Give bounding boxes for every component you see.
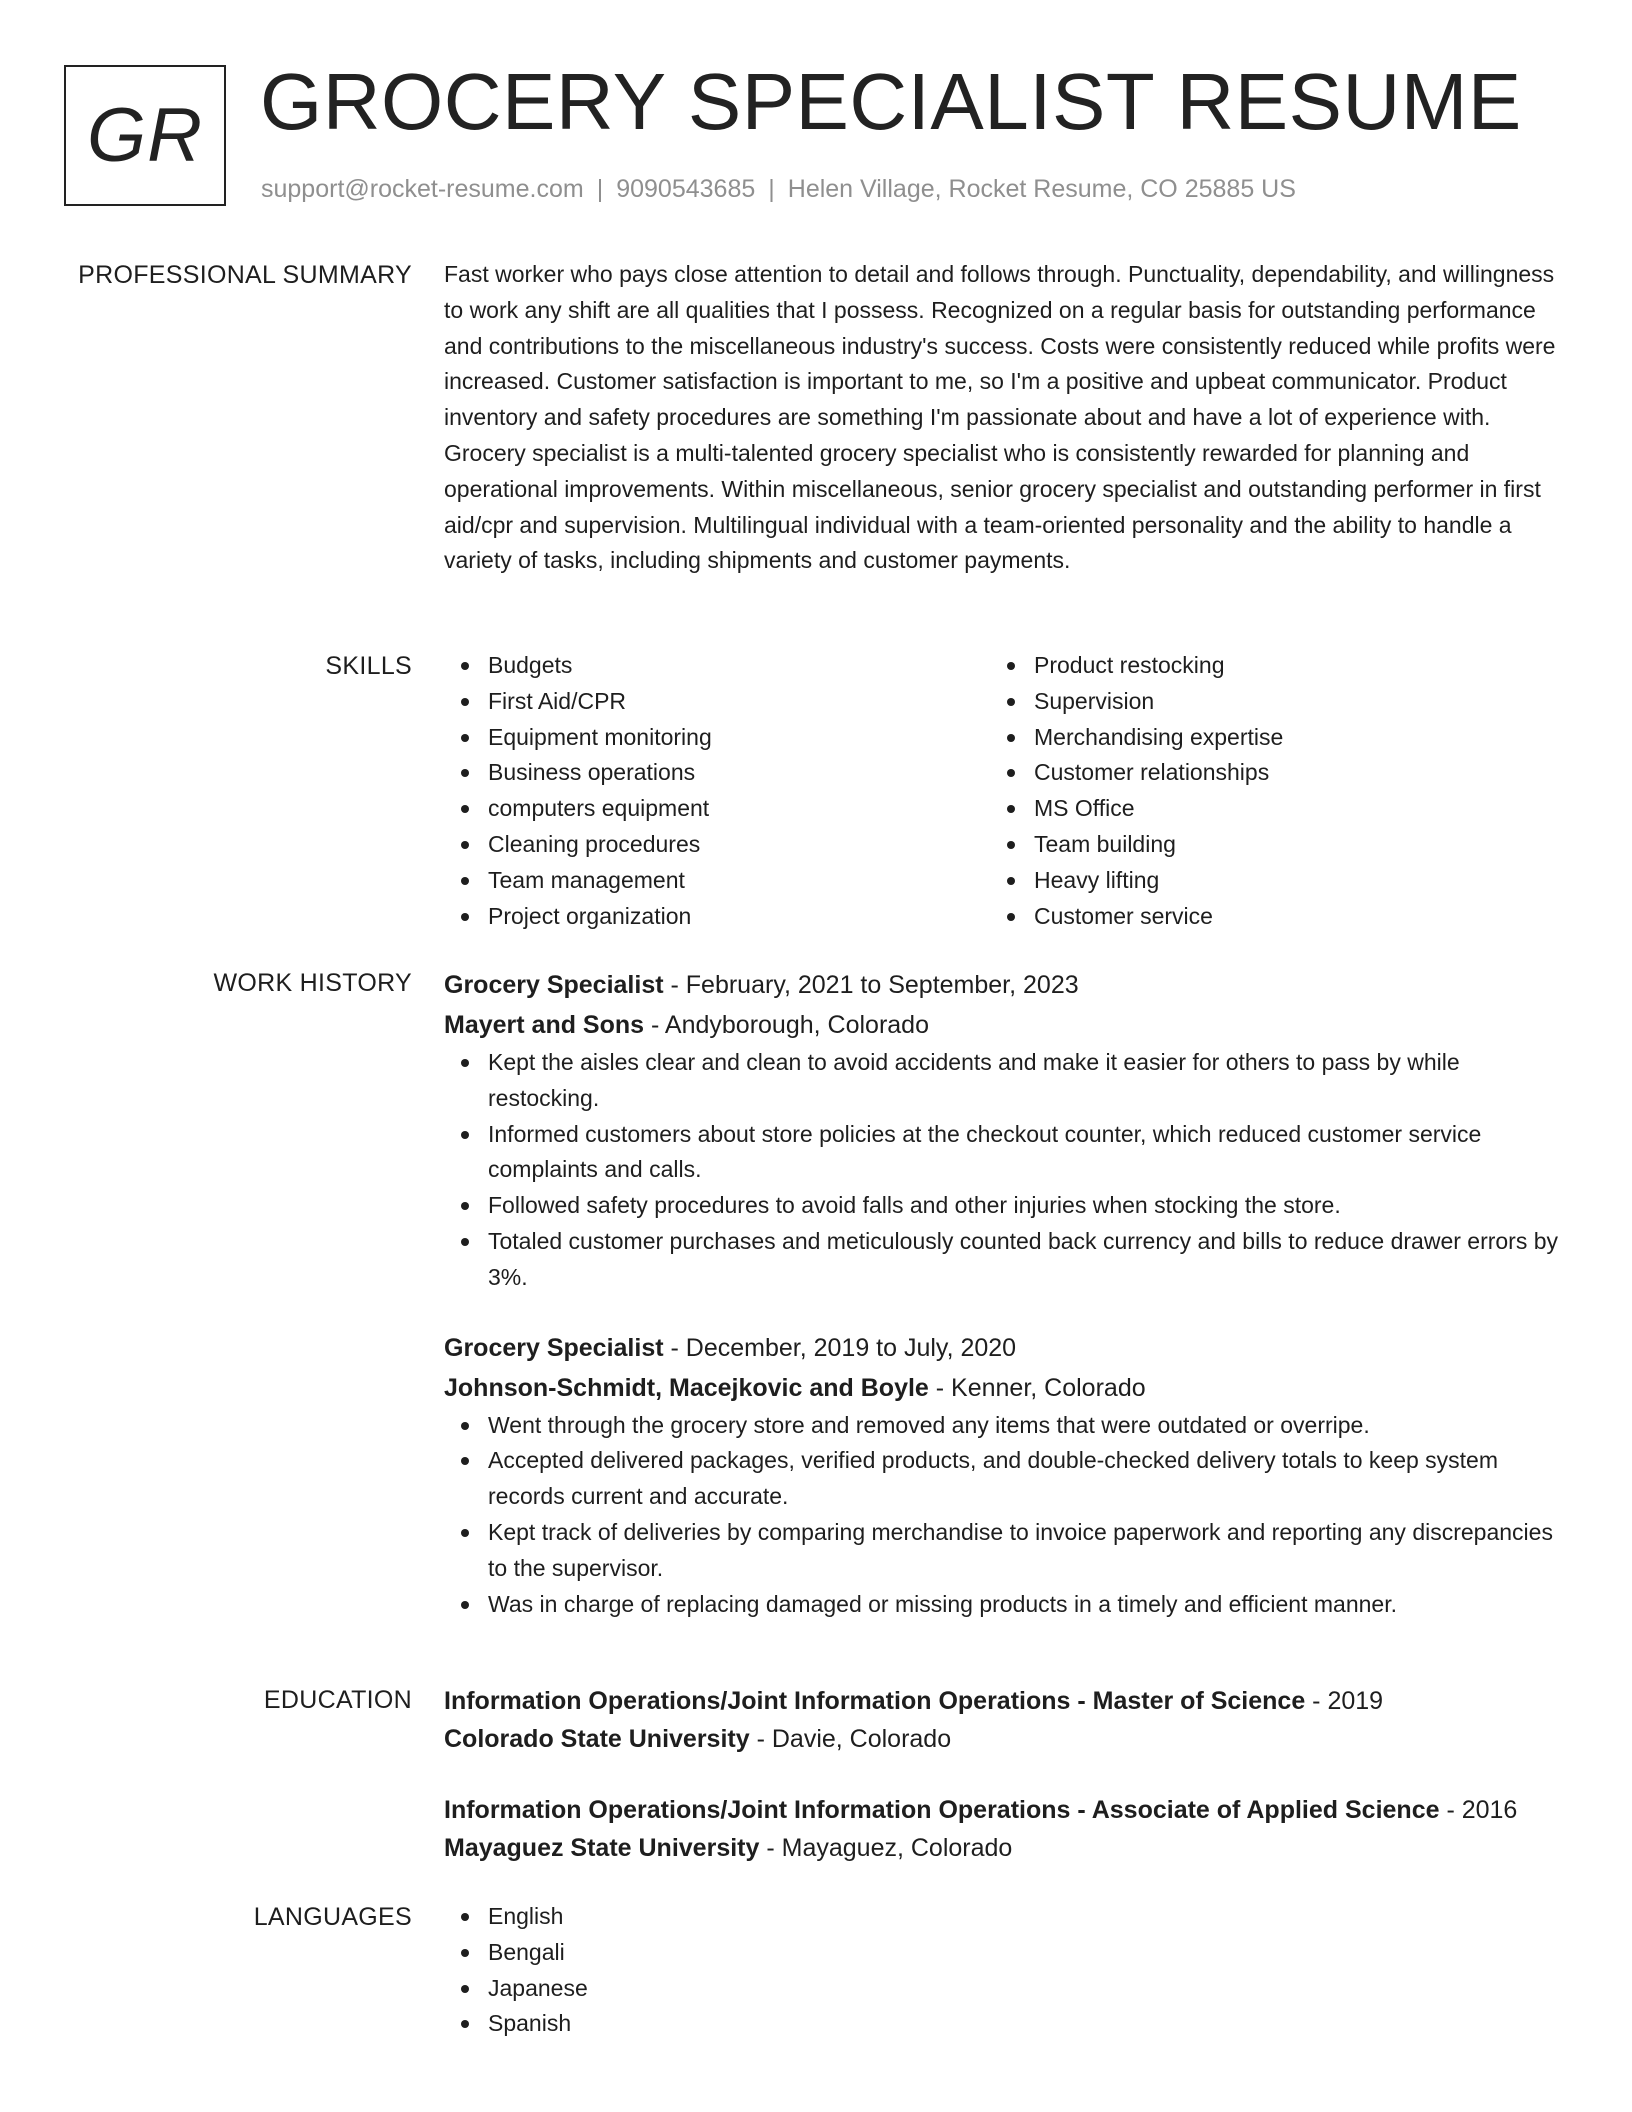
skill-item: Heavy lifting bbox=[990, 863, 1536, 899]
job-company: Johnson-Schmidt, Macejkovic and Boyle bbox=[444, 1373, 929, 1402]
summary-text: Fast worker who pays close attention to detail and follows through. Punctuality, dependability, and willingness to work any shift are all qualities that I possess. Recognized on a regular basis for outstanding performance and contributions to the miscellaneous industry's success. Costs were consistently reduced while profits were increased. Customer satisfaction is important to me, so I'm a positive and upbeat communicator. Product inventory and safety procedures are something I'm passionate about and have a lot of experience with. Grocery specialist is a multi-talented grocery specialist who is consistently rewarded for planning and operational improvements. Within miscellaneous, senior grocery specialist and outstanding performer in first aid/cpr and supervision. Multilingual individual with a team-oriented personality and the ability to handle a variety of tasks, including shipments and customer payments. bbox=[444, 261, 1556, 574]
degree-line bbox=[444, 1791, 1559, 1829]
dash: - bbox=[1305, 1687, 1328, 1715]
section-label-skills: SKILLS bbox=[325, 652, 412, 680]
job-dates: February, 2021 to September, 2023 bbox=[685, 971, 1079, 999]
dash: - bbox=[663, 971, 686, 999]
skill-item: First Aid/CPR bbox=[444, 684, 990, 720]
job-bullet: Informed customers about store policies at the checkout counter, which reduced customer service complaints and calls. bbox=[444, 1117, 1559, 1189]
skills-list-left bbox=[444, 648, 990, 934]
skill-item: Team management bbox=[444, 863, 990, 899]
language-item: Spanish bbox=[444, 2006, 1559, 2042]
skill-item: Customer service bbox=[990, 899, 1536, 935]
job-location: Andyborough, Colorado bbox=[664, 1011, 929, 1039]
job-location: Kenner, Colorado bbox=[951, 1373, 1146, 1402]
education-entry bbox=[444, 1682, 1559, 1758]
job-title-line bbox=[444, 965, 1559, 1005]
language-item: Japanese bbox=[444, 1971, 1559, 2007]
skill-item: Budgets bbox=[444, 648, 990, 684]
job-company: Mayert and Sons bbox=[444, 1011, 645, 1039]
job-title: Grocery Specialist bbox=[444, 1333, 664, 1362]
job-bullet: Followed safety procedures to avoid falls and other injuries when stocking the store. bbox=[444, 1188, 1559, 1224]
dash: - bbox=[928, 1373, 952, 1402]
dash: - bbox=[663, 1333, 686, 1362]
job-entry bbox=[444, 965, 1559, 1296]
job-dates: December, 2019 to July, 2020 bbox=[685, 1333, 1017, 1362]
section-label-summary: PROFESSIONAL SUMMARY bbox=[78, 261, 412, 289]
job-title-line bbox=[444, 1328, 1559, 1368]
skill-item: computers equipment bbox=[444, 791, 990, 827]
page-title: GROCERY SPECIALIST RESUME bbox=[260, 57, 1522, 146]
degree-line bbox=[444, 1682, 1559, 1720]
degree: Information Operations/Joint Information Operations - Master of Science bbox=[444, 1687, 1306, 1715]
contact-email[interactable]: support@rocket-resume.com bbox=[261, 175, 584, 203]
dash: - bbox=[1439, 1796, 1462, 1824]
skills-body bbox=[444, 648, 1559, 934]
job-bullet: Kept track of deliveries by comparing merchandise to invoice paperwork and reporting any discrepancies to the supervisor. bbox=[444, 1515, 1559, 1587]
dash: - bbox=[644, 1011, 665, 1039]
contact-line bbox=[261, 175, 1296, 204]
contact-address: Helen Village, Rocket Resume, CO 25885 US bbox=[787, 175, 1296, 203]
school: Colorado State University bbox=[444, 1725, 750, 1753]
education-entry bbox=[444, 1791, 1559, 1867]
job-company-line bbox=[444, 1368, 1559, 1408]
degree-year: 2019 bbox=[1327, 1687, 1384, 1715]
languages-list bbox=[444, 1899, 1559, 2042]
dash: - bbox=[749, 1725, 772, 1753]
skill-item: Product restocking bbox=[990, 648, 1536, 684]
skill-item: Team building bbox=[990, 827, 1536, 863]
school: Mayaguez State University bbox=[444, 1834, 760, 1862]
skill-item: Equipment monitoring bbox=[444, 720, 990, 756]
job-bullets bbox=[444, 1045, 1559, 1296]
skill-item: Business operations bbox=[444, 755, 990, 791]
school-location: Davie, Colorado bbox=[771, 1725, 952, 1753]
job-bullet: Kept the aisles clear and clean to avoid accidents and make it easier for others to pass by while restocking. bbox=[444, 1045, 1559, 1117]
education-body bbox=[444, 1682, 1559, 1867]
skill-item: MS Office bbox=[990, 791, 1536, 827]
job-bullet: Went through the grocery store and removed any items that were outdated or overripe. bbox=[444, 1408, 1559, 1444]
contact-separator: | bbox=[768, 175, 775, 203]
section-label-work-history: WORK HISTORY bbox=[213, 969, 412, 997]
languages-body bbox=[444, 1899, 1559, 2042]
section-label-education: EDUCATION bbox=[263, 1686, 412, 1714]
monogram-logo: GR bbox=[64, 65, 226, 206]
job-bullet: Accepted delivered packages, verified products, and double-checked delivery totals to keep system records current and accurate. bbox=[444, 1443, 1559, 1515]
degree: Information Operations/Joint Information Operations - Associate of Applied Science bbox=[444, 1796, 1440, 1824]
school-line bbox=[444, 1720, 1559, 1758]
job-bullet: Totaled customer purchases and meticulously counted back currency and bills to reduce drawer errors by 3%. bbox=[444, 1224, 1559, 1296]
skills-list-right bbox=[990, 648, 1536, 934]
skill-item: Cleaning procedures bbox=[444, 827, 990, 863]
job-entry bbox=[444, 1328, 1559, 1623]
contact-separator: | bbox=[596, 175, 604, 203]
contact-phone[interactable]: 9090543685 bbox=[616, 175, 756, 203]
work-history-body bbox=[444, 965, 1559, 1622]
summary-body bbox=[444, 257, 1559, 579]
section-label-languages: LANGUAGES bbox=[253, 1903, 412, 1931]
language-item: English bbox=[444, 1899, 1559, 1935]
job-title: Grocery Specialist bbox=[444, 971, 664, 999]
skill-item: Customer relationships bbox=[990, 755, 1536, 791]
school-location: Mayaguez, Colorado bbox=[781, 1834, 1013, 1862]
school-line bbox=[444, 1829, 1559, 1867]
skill-item: Supervision bbox=[990, 684, 1536, 720]
skill-item: Project organization bbox=[444, 899, 990, 935]
language-item: Bengali bbox=[444, 1935, 1559, 1971]
dash: - bbox=[759, 1834, 782, 1862]
job-bullets bbox=[444, 1408, 1559, 1623]
job-company-line bbox=[444, 1005, 1559, 1045]
skill-item: Merchandising expertise bbox=[990, 720, 1536, 756]
degree-year: 2016 bbox=[1461, 1796, 1518, 1824]
job-bullet: Was in charge of replacing damaged or missing products in a timely and efficient manner. bbox=[444, 1587, 1559, 1623]
